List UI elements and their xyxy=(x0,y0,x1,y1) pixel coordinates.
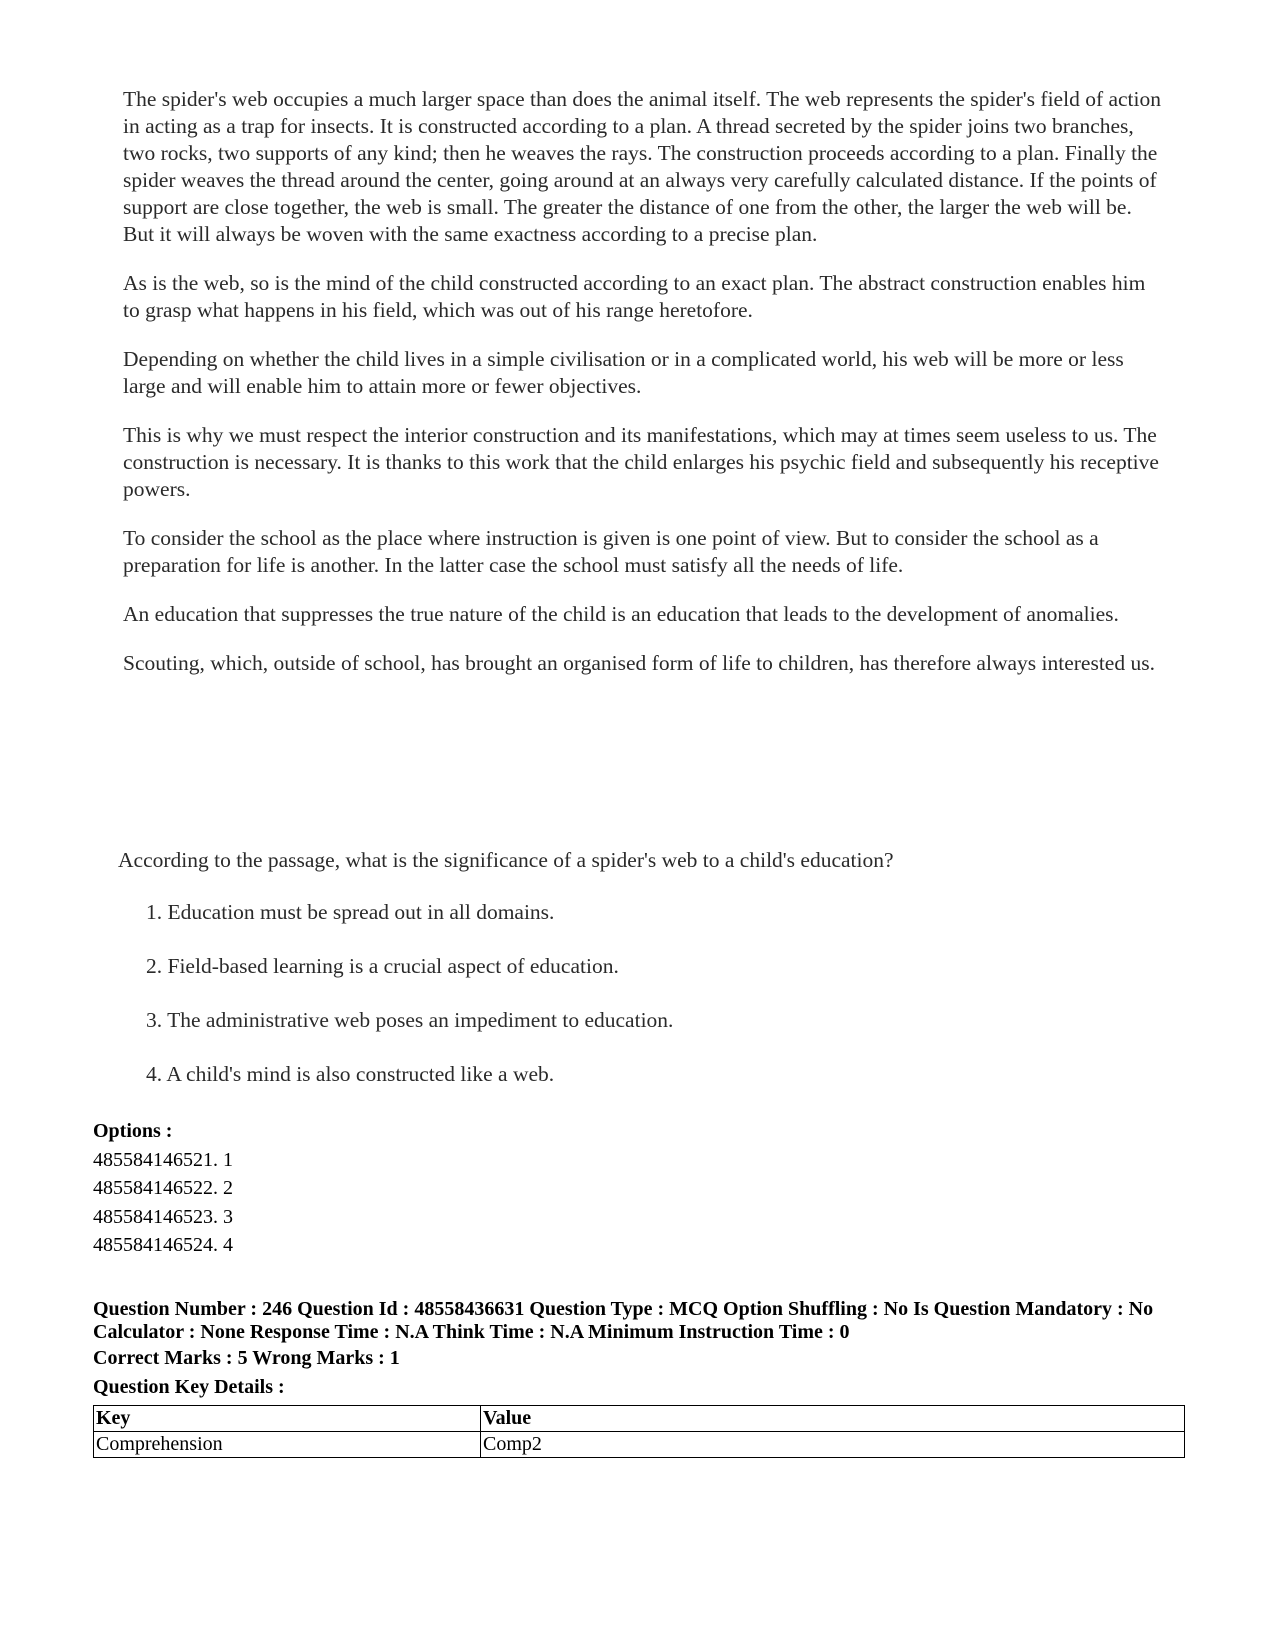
option-item: 485584146522. 2 xyxy=(93,1177,233,1199)
answer-choice: 2. Field-based learning is a crucial aspect of education. xyxy=(146,954,619,978)
answer-choices xyxy=(146,899,673,1115)
option-item: 485584146521. 1 xyxy=(93,1148,233,1171)
answer-choice: 4. A child's mind is also constructed like a web. xyxy=(146,1062,555,1086)
option-item: 485584146523. 3 xyxy=(93,1205,233,1228)
table-row xyxy=(94,1432,1185,1458)
question-text: According to the passage, what is the significance of a spider's web to a child's education? xyxy=(118,848,894,872)
passage-paragraph: The spider's web occupies a much larger space than does the animal itself. The web represents the spider's field of action in acting as a trap for insects. It is constructed according to a plan. A thread secreted by the spider joins two branches, two rocks, two supports of any kind; then he weaves the rays. The construction proceeds according to a plan. Finally the spider weaves the thread around the center, going around at an always very carefully calculated distance. If the points of support are close together, the web is small. The greater the distance of one from the other, the larger the web will be. But it will always be woven with the same exactness according to a precise plan. xyxy=(123,87,1162,246)
table-header-row xyxy=(94,1406,1185,1432)
options-label: Options : xyxy=(93,1120,173,1142)
options-block xyxy=(93,1117,233,1260)
comprehension-passage xyxy=(123,86,1163,699)
table-cell: Comprehension xyxy=(94,1432,481,1458)
passage-paragraph: Depending on whether the child lives in a simple civilisation or in a complicated world, his web will be more or less large and will enable him to attain more or fewer objectives. xyxy=(123,347,1124,398)
table-header-cell: Key xyxy=(94,1406,481,1432)
passage-paragraph: As is the web, so is the mind of the child constructed according to an exact plan. The abstract construction enables him to grasp what happens in his field, which was out of his range heretofore. xyxy=(123,271,1146,322)
answer-choice: 1. Education must be spread out in all domains. xyxy=(146,900,555,924)
passage-paragraph: This is why we must respect the interior construction and its manifestations, which may at times seem useless to us. The construction is necessary. It is thanks to this work that the child enlarges his psychic field and subsequently his receptive powers. xyxy=(123,423,1159,501)
question-info: Question Number : 246 Question Id : 48558436631 Question Type : MCQ Option Shuffling : No Is Question Mandatory : No Calculator : None Response Time : N.A Think Time : N.A Minimum Instruction Time : 0 xyxy=(93,1298,1154,1343)
passage-paragraph: To consider the school as the place where instruction is given is one point of view. But to consider the school as a preparation for life is another. In the latter case the school must satisfy all the needs of life. xyxy=(123,526,1099,577)
key-details-label: Question Key Details : xyxy=(93,1376,285,1398)
table-header-cell: Value xyxy=(481,1406,1185,1432)
answer-choice: 3. The administrative web poses an impediment to education. xyxy=(146,1008,674,1032)
marks-info: Correct Marks : 5 Wrong Marks : 1 xyxy=(93,1347,400,1369)
option-item: 485584146524. 4 xyxy=(93,1234,233,1256)
key-details-table xyxy=(93,1405,1185,1458)
passage-paragraph: Scouting, which, outside of school, has brought an organised form of life to children, has therefore always interested us. xyxy=(123,651,1155,675)
table-cell: Comp2 xyxy=(481,1432,1185,1458)
passage-paragraph: An education that suppresses the true nature of the child is an education that leads to the development of anomalies. xyxy=(123,602,1119,626)
